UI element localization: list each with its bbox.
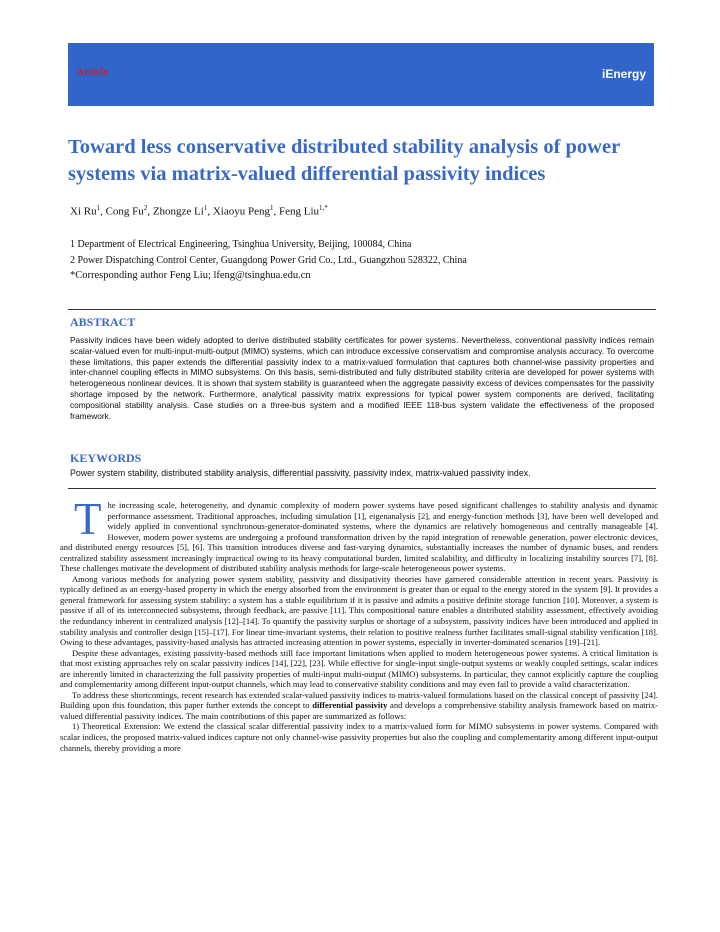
keywords-text: Power system stability, distributed stability analysis, differential passivity, passivity index, matrix-valued passivity index. xyxy=(70,468,531,478)
article-type-label: Article xyxy=(76,66,109,78)
keywords-heading: KEYWORDS xyxy=(70,451,142,465)
divider xyxy=(68,309,656,310)
journal-name: iEnergy xyxy=(601,67,646,81)
affiliation-2: 2 Power Dispatching Control Center, Guangdong Power Grid Co., Ltd., Guangzhou 528322, China xyxy=(70,254,467,266)
affiliation-1: 1 Department of Electrical Engineering, Tsinghua University, Beijing, 100084, China xyxy=(70,239,412,250)
author-name: Xi Ru xyxy=(70,205,97,218)
abstract-text: Passivity indices have been widely adopted to derive distributed stability certificates for power systems. Nevertheless, conventional passivity indices remain scalar-valued even for multi-input-multi-output (MIMO) systems, which can introduce excessive conservatism and compromise analysis accuracy. To overcome these limitations, this paper extends the differential passivity index to a matrix-valued formulation that captures both channel-wise passivity properties and inter-channel coupling effects in MIMO subsystems. On this basis, semi-distributed and fully distributed stability criteria are developed for power systems with heterogeneous nonlinear devices. It is shown that system stability is guaranteed when the aggregate passivity excess of devices compensates for the passivity shortage imposed by the network. Furthermore, analytical passivity matrix expressions for typical power system components are derived, facilitating compositional stability analysis. Case studies on a three-bus system and a modified IEEE 118-bus system validate the effectiveness of the proposed framework. xyxy=(70,335,654,421)
author-name: Xiaoyu Peng xyxy=(212,205,270,218)
paper-title: Toward less conservative distributed stability analysis of power systems via matrix-valued differential passivity indices xyxy=(68,136,620,185)
main-body xyxy=(60,494,658,753)
corresponding-author: *Corresponding author Feng Liu; lfeng@tsinghua.edu.cn xyxy=(70,270,311,281)
author-affil-sup: 1,* xyxy=(319,204,328,212)
paragraph: 1) Theoretical Extension: We extend the classical scalar differential passivity index to a matrix-valued form for MIMO subsystems in power systems. Compared with scalar indices, the proposed matrix-valued indices capture not only channel-wise passivity properties but also the coupling and complementarity among different input-output channels, thereby providing a more xyxy=(60,721,658,753)
author-list: Xi Ru$^1$, Cong Fu$^2$, Zhongze Li$^1$, Xiaoyu Peng$^1$, Feng Liu$^{1,*}$ xyxy=(70,204,328,218)
author-affil-sup: 2 xyxy=(143,204,148,212)
paragraph: The increasing scale, heterogeneity, and dynamic complexity of modern power systems have posed significant challenges to stability analysis and dynamic performance assessment. Traditional approaches, including simulation [1], eigenanalysis [2], and energy-function methods [3], have been well developed and widely applied in conventional synchronous-generator-dominated systems, where the dynamics are relatively homogeneous and centrally manageable [4]. However, modern power systems are undergoing a profound transformation driven by the rapid integration of renewable generation, power electronic devices, and distributed energy resources [5], [6]. This transition introduces diverse and fast-varying dynamics, substantially increases the number of dynamic buses, and renders centralized stability assessment increasingly impractical owing to its heavy computational burden, limited scalability, and difficulty in localizing instability sources [7], [8]. These challenges motivate the development of distributed stability analysis methods for large-scale heterogeneous power systems. xyxy=(60,494,658,574)
affiliations xyxy=(70,237,467,284)
drop-cap: T xyxy=(74,494,102,544)
author-affil-sup: 1 xyxy=(96,204,101,212)
abstract-heading: ABSTRACT xyxy=(70,315,136,329)
journal-banner xyxy=(68,43,654,106)
author-affil-sup: 1 xyxy=(203,204,208,212)
paragraph: To address these shortcomings, recent research has extended scalar-valued passivity indices to matrix-valued formulations based on the classical concept of passivity [24]. Building upon this foundation, this paper further extends the concept to differential passivity and develops a comprehensive stability analysis framework based on matrix-valued differential passivity indices. The main contributions of this paper are summarized as follows: xyxy=(60,689,658,721)
emphasis-term: differential passivity xyxy=(312,700,388,711)
divider xyxy=(68,488,656,489)
paragraph: Among various methods for analyzing power system stability, passivity and dissipativity theories have garnered considerable attention in recent years. Passivity is typically defined as an energy-based property in which the energy absorbed from the environment is greater than or equal to the energy stored in the system [9]. It provides a general framework for assessing system stability: a system has a stable equilibrium if it is passive and admits a positive definite storage function [10]. Moreover, a system is passive if all of its interconnected subsystems, through feedback, are passive [11]. This compositional nature enables a distributed stability assessment, effectively avoiding the redundancy inherent in centralized analysis [12]–[14]. To quantify the passivity surplus or shortage of a subsystem, passivity indices have been introduced and applied in stability analysis and controller design [15]–[17]. For linear time-invariant systems, their relation to positive realness further facilitates small-signal stability verification [18]. Owing to these advantages, passivity-based analysis has attracted increasing attention in power systems, especially in inverter-dominated scenarios [19]–[21]. xyxy=(60,573,658,648)
author-name: Zhongze Li xyxy=(152,205,204,218)
author-name: Feng Liu xyxy=(278,205,319,218)
author-name: Cong Fu xyxy=(105,205,144,218)
author-affil-sup: 1 xyxy=(269,204,274,212)
paragraph: Despite these advantages, existing passivity-based methods still face important limitations when applied to modern heterogeneous power systems. A critical limitation is that most existing approaches rely on scalar passivity indices [14], [22], [23]. While effective for single-input single-output systems or weakly coupled settings, scalar indices are inherently limited in characterizing the full passivity properties of multi-input multi-output (MIMO) subsystems. In particular, they cannot explicitly capture the coupling and complementarity among different input-output channels, which may lead to conservative stability conditions and may even fail to provide a valid characterization. xyxy=(60,647,658,690)
